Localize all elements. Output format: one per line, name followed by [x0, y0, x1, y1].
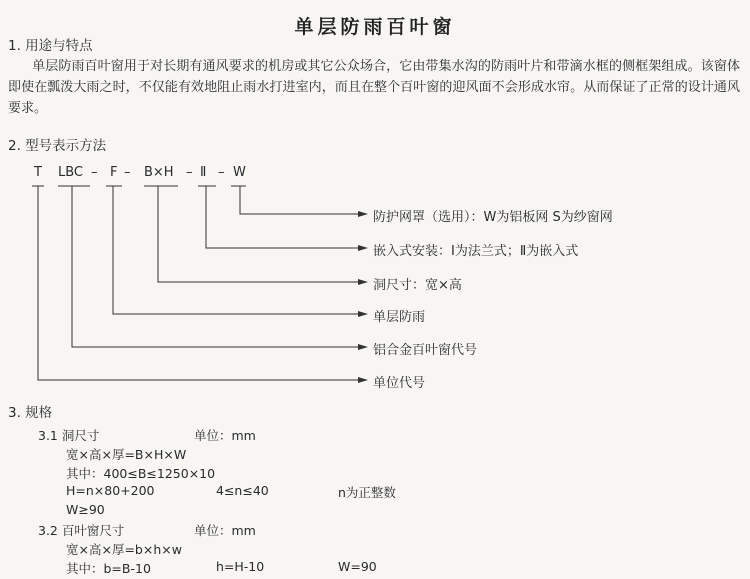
section-1-heading: 1. 用途与特点 [8, 38, 93, 54]
spec-3-2-formula: 宽×高×厚=b×h×w [66, 542, 182, 557]
section-1-text: 单层防雨百叶窗用于对长期有通风要求的机房或其它公众场合，它由带集水沟的防雨叶片和带滴水框的侧框架组成。该窗体即使在瓢泼大雨之时，不仅能有效地阻止雨水打进室内，而且在整个百叶窗的迎风面不会形成水帘。从而保证了正常的设计通风要求。 [8, 59, 740, 116]
label-louver-code: 铝合金百叶窗代号 [373, 343, 478, 358]
arrow-ii [358, 245, 368, 251]
code-dash-3: – [186, 165, 193, 180]
label-install-type: 嵌入式安装：Ⅰ为法兰式；Ⅱ为嵌入式 [373, 244, 579, 259]
document-title: 单层防雨百叶窗 [294, 16, 456, 38]
label-unit-code: 单位代号 [373, 376, 426, 391]
code-part-w: W [233, 165, 246, 180]
code-dash-1: – [91, 165, 98, 180]
code-part-lbc: LBC [58, 165, 84, 180]
label-opening-size: 洞尺寸：宽×高 [373, 278, 462, 293]
leader-w [240, 186, 360, 214]
code-part-bxh: B×H [144, 165, 174, 180]
arrow-w [358, 211, 368, 217]
arrow-bxh [358, 279, 368, 285]
spec-3-1-w-min: W≥90 [66, 502, 105, 517]
spec-3-1-formula: 宽×高×厚=B×H×W [66, 447, 187, 462]
leader-bxh [158, 186, 360, 282]
spec-3-2-unit: 单位：mm [194, 523, 256, 538]
spec-3-1-h-formula: H=n×80+200 [66, 483, 155, 498]
spec-3-2-h: h=H-10 [216, 559, 265, 574]
code-dash-2: – [124, 165, 131, 180]
label-single-layer: 单层防雨 [373, 310, 426, 325]
spec-3-1-n-range: 4≤n≤40 [216, 483, 269, 498]
code-dash-4: – [218, 165, 225, 180]
leader-f [113, 186, 360, 314]
label-mesh-cover: 防护网罩（选用）：W为铝板网 S为纱窗网 [373, 210, 613, 225]
arrow-lbc [358, 344, 368, 350]
arrow-t [358, 377, 368, 383]
code-part-t: T [34, 165, 42, 180]
code-part-ii: Ⅱ [200, 165, 207, 180]
spec-3-2-b: 其中：b=B-10 [66, 561, 151, 576]
spec-3-1-title: 3.1 洞尺寸 [38, 428, 100, 443]
spec-3-2-w: W=90 [338, 559, 377, 574]
spec-3-2-title: 3.2 百叶窗尺寸 [38, 523, 125, 538]
leader-lbc [72, 186, 360, 347]
spec-3-1-unit: 单位：mm [194, 428, 256, 443]
leader-ii [206, 186, 360, 248]
code-part-f: F [110, 165, 118, 180]
section-2-heading: 2. 型号表示方法 [8, 138, 107, 154]
spec-3-1-n-note: n为正整数 [338, 485, 396, 500]
leader-t [38, 186, 360, 380]
arrow-f [358, 311, 368, 317]
spec-3-1-b-range: 其中：400≤B≤1250×10 [66, 466, 216, 481]
section-3-heading: 3. 规格 [8, 405, 53, 421]
